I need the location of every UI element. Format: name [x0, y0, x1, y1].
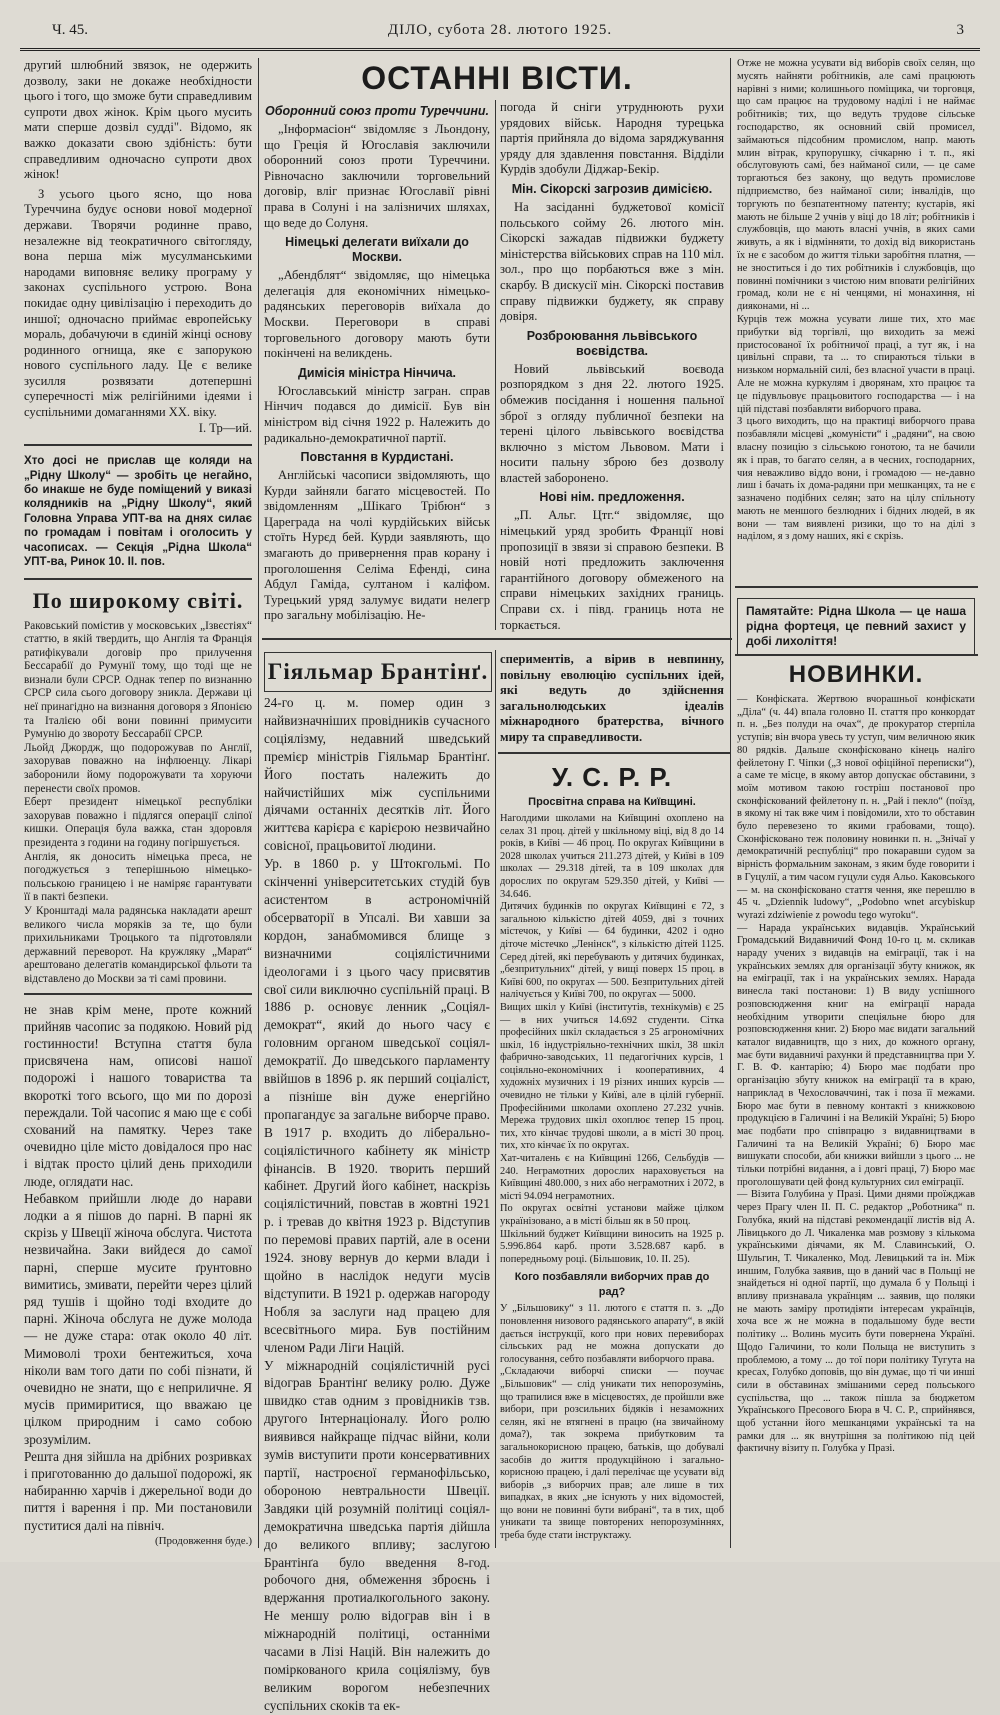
- article-text: З усього цього ясно, що нова Туреччина будує основи нової модерної держави. Творячи родинне право, незалежне від теократичного світогляду, вона перша між мусулманськими народами виповняє велику програму у законах суспільного устрою. Вона покидає одну цивілізацію і переходить до иншої; одночасно приймає европейську мораль, добачуючи в єдиній жінці основу родинного огнища, яке є запорукою нового суспільного ладу. Це є велике зусилля розвязати дотепершні суперечності між релігійними ідеями і суспільними домаганнями XX. віку.: [24, 186, 252, 420]
- page-number: 3: [956, 22, 964, 38]
- ussr-subtitle: Просвітна справа на Київщині.: [528, 796, 696, 808]
- news-headline: Димісія міністра Нінчича.: [297, 365, 457, 380]
- news-items-text: — Конфіската. Жертвою вчорашньої конфіскати „Діла“ (ч. 44) впала головно II. стаття про конкордат п. н. „Без полуди на очах“, де прокуратор стерпіла уступів; він вчора увесь ту уступ, чим величною якик 80 рядків. Дальше сконфісковано кінець наліго фейлетону Г. Чіпки („З нової офіційної переписки“), а саме те місце, в якому автор допускає обставини, з моїм мотивом такою гостріш постанової про сконфіскований фейлетону п. н. „Рай і пекло“ (поїзд, в якому ні так вже чим і повідомили, хто то обставин було перевезено то якими грабовами, тощо). Сконфісковано теж половину новинки п. н. „Знічаї у демократичній республіці“ про покаравши судом за вірність формальним законам, з яким буде говорити і в Гуцулії, а тим часом гуцули судя Альо. Каковського — м. на сконфісковано стаття чення, яке перешлю в 45 ч. „Dziennik ludowy“, „Podobno wnet arcybiskup wyrazi zdziwienie z powodu tego wyroku“. — Нарада українських видавців. Український Громадський Видавничий Фонд 10-го ц. м. скликав нараду учених з видавців на еміграції, так і на українських землях для організації збуту книжок, як на еміграції, так і на українських землях. Нарада винесла такі постанови: 1) В виду успішного розповсюдження книг на еміграції нарада необхідним утворити спеціяльне бюро для розповсюдження книг. 2) Бюро має видати загальний каталог видавництв, що з них, до кожного органу, має бути видавничі рахунки й представництва при У. Г. В. Ф. кантарію; 4) Бюро має подбати про організацію збуту книжок на еміграції та в краю, наприклад в Чехословаччині, так і поза її межами. Бюро має бути в певному контакті з книжковою продукцією в Галичині і на Великій Україні; 5) Бюро має подбати про співпрацю з видавництвами в Галичині та на Великій Україні; 6) Бюро має вишукати способи, аби книжки вийшли з цього ... не тільки потрібні видання, а і довгі праці, 7) Бюро має проголошувати цей фонд культурних сил еміграції. — Візита Голубина у Празі. Цими днями проїжджав через Прагу член II. П. С. редактор „Роботника“ п. Голубка, який на підставі рекомендації листів від А. Лівицького до Л. Чикаленка мав розмову з кількома українськими діячами, як М. Славинський, О. Шульгин, Т. Чикаленко, Мод. Левицький та ін. Між иншим, Голубка заявив, що в даний час в Польщі не знайдеться ні одної партії, що думала б у Польщі і впливу признавала українцям ... заявив, що поляки не мають заміру протидіяти інтересам українців, хоча все ж не можна в подальшому буде вести політику ... Волинь мусить бути повернена Україні. Щодо Галичини, то коли Польща не виступить з проблемою, а тому ... до тої пори політику Тугута на кресах, Голубко доповів, що він думає, що ті чи инші сили в обставинах змішаними серед польського суспільства, що ... також пішла за бюджетом Українського Пресового Бюра в Ч. С. Р., сприйнявся, щоб устанни його мешканцями українські та на рамки для ... як внутрішня за політикою під цей фактичну візиту п. Голубка у Празі.: [737, 694, 975, 1455]
- latest-news-banner: ОСТАННІ ВІСТИ.: [361, 60, 633, 96]
- ussr-title: У. С. Р. Р.: [551, 762, 673, 792]
- branting-column-b: [500, 652, 724, 744]
- header-rule: [20, 48, 980, 51]
- column-3: [500, 100, 724, 632]
- section-divider: [735, 586, 978, 588]
- news-text: На засіданні буджетової комісії польського сойму 26. лютого мін. Сікорскі зажадав підвижки буджету міністерства військових справ на 110 міл. зол., про що порбаються вже з мін. скарбу. В дискусії мін. Сікорскі поставив справу підвижки буджету, як справу довіря.: [500, 199, 724, 324]
- news-text: погода й сніги утруднюють рухи урядових військ. Народня турецька партія прийняла до відома заряджування уряду для здавлення повстання. Відділи Курдів здобули Діджар-Бекір.: [500, 100, 724, 177]
- news-headline: Оборонний союз проти Туреччини.: [264, 104, 489, 118]
- to-be-continued: (Продовження буде.): [154, 1534, 252, 1547]
- news-text: „Абендблят“ звідомляє, що німецька делегація для економічних німецько-радянських переговорів виїхала до Москви. Переговори в справі торговельного договору мають бути покінчені на великдень.: [264, 268, 490, 361]
- section-divider: [735, 654, 978, 656]
- news-headline: Кого позбавляли виборчих прав до рад?: [514, 1271, 710, 1299]
- news-headline: Німецькі делегати виїхали до Москви.: [285, 235, 469, 265]
- section-divider: [262, 638, 732, 640]
- column-divider: [730, 58, 731, 1548]
- page-header: [20, 22, 980, 44]
- news-headline: Нові нім. предложення.: [539, 490, 685, 505]
- article-text: другий шлюбний звязок, не одержить дозволу, заки не докаже необхідности цього і того, що зможе бути справедливим супроти двох жінок. Крім цього мусить мати сперше дозвіл судді". Відомо, як важко доказати свою здібність: бути справедливим одночасно супроти двох жінок!: [24, 58, 252, 182]
- column-divider: [258, 58, 259, 1548]
- rodna-shkola-notice: Хто досі не прислав ще коляди на „Рідну Школу“ — зробіть це негайно, бо инакше не буде поміщений у виказі колядників на „Рідну Школу“, який Головна Управа УПТ-ва на днях силає по громадам і повітам і оголосить у часописах. — Секція „Рідна Школа“ УПТ-ва, Ринок 10. II. пов.: [24, 454, 252, 569]
- column-1: [24, 58, 252, 1547]
- news-text: „П. Альг. Цтг.“ звідомляє, що німецький уряд зробить Франції нові пропозиції в звязи зі справою безпеки. В новій ноті предложить заключення гарантійного договору обмеженого на справи німецьких західних границь. Справи сх. і півд. границь нота не торкається.: [500, 508, 724, 632]
- news-headline: Мін. Сікорскі загрозив димісією.: [511, 181, 713, 196]
- news-text: Югославський міністр загран. справ Нінчич подався до димісії. Був він міністром від січня 1922 р. Належить до радикально-демократичної партії.: [264, 383, 490, 445]
- section-title: По широкому світі.: [32, 587, 244, 613]
- world-news: Раковський помістив у московських „Ізвєстіях“ статтю, в якій твердить, що Англія та Франція ратифікували договір про прилучення Бессарабії до Румунії тому, що тоді ще не визнали були СРСР. Однак тепер по визнанню СРСР сила сього договору зникла. Держави ці неї принагідно на визнання договоря з Японією та Італією обі вони повинні примусити Румунію до звороту Бессарабії СРСР. Льойд Джордж, що подорожував по Англії, захорував поважно на інфлюенцу. Лікарі заборонили йому подорожувати та хоруючи перенести своїх промов. Еберт президент німецької республіки захорував поважно і підлягся операції сліпої кишки. Операція була важка, стан здоровля президента з години на годину погіршується. Англія, як доносить німецька преса, не погоджується з теперішньою німецько-польською границею і не наміряє гарантувати її в пакті безпеки. У Кронштаді мала радянська накладати арешт великого числа моряків за те, що були прихильниками Троцького та підготовляли державний переворот. На кружляку „Марат“ арештовано делегатів командирської фльоти та відставлено до Москви за ті самі провини.: [24, 619, 252, 985]
- branting-title: Гіяльмар Брантінґ.: [264, 652, 492, 692]
- news-headline: Розброювання львівського воєвідства.: [526, 328, 698, 358]
- news-items: [737, 694, 975, 1545]
- column-divider: [495, 100, 496, 630]
- branting-text: спериментів, а вірив в невпинну, повільну еволюцію суспільних ідей, які ведуть до здійснення загальнолюдських ідеалів міжнародного братерства, вічного миру та справедливости.: [500, 652, 724, 744]
- ussr-text: У „Більшовику“ з 11. лютого є стаття п. з. „До поновлення низового радянського апарату“, в якій дається інструкції, кого при нових перевиборах сільських рад не можна допускати до голосування, себто позбавляти виборчого права. „Складаючи виборчі списки — поучає „Більшовик“ — слід уникати тих непорозумінь, що трапилися вже в місцевостях, де пройшли вже вибори, при розсильних бідяків і незаможних селян, які не втягнені в працю (на звичайному дома?), так зокрема прибутковим та загальнокорисною працею, батьків, що добувалі засобів до життя продукційною і загально-корисною працею, і далі перелічає ще усувати від виборів „з виборчих прав; але лише в тих випадках, в яких „не існують у них відомостей, що вони не повинні бути вибрані“, та в тих, щоб уникати та звище повторених непорозуміннях, треба буде стати інструктажу.: [500, 1303, 724, 1542]
- column-5: [737, 58, 975, 578]
- travel-continuation: не знав крім мене, проте кожний прийняв часопис за подякою. Новий рід гостинности! Вступна стаття була присвячена нам, описові нашої подорожі і нашого товариства та вкороткі того всього, що ми по дорозі переждали. Той часопис я маю ще є собі схований на памятку. Через таке очевидно ціле місто довідалося про нас і відтак просто цілий день приходили люде, оглядати нас. Небавком прийшли люде до нарави лодки а я пішов до парні. В парні як скрізь у Швеції жіноча обслуга. Чистота незвичайна. Заки вийдеся до самої парні, сперше мусите ґрунтовно вимитись, змивати, перейти через цілий ряд тушів і щойно тоді входите до парні. Жіноча обслуга не дуже молода — не дуже стара: отак около 40 літ. Мимоволі трохи бентежиться, хоча ніколи вам того дати по собі пізнати, й очевидно не знати, що є неприличне. Я мусів примиритися, що вважаю це цілком природним і само собою зрозумілим. Решта дня зійшла на дрібних розривках і приготованню до дальшої подорожі, як набиранню харчів і джерельної води до пиття і варення і пр. Ми постановили пуститися далі на північ.: [24, 1001, 252, 1533]
- issue-number: Ч. 45.: [52, 22, 88, 38]
- ussr-column: [500, 795, 724, 1545]
- news-text: Англійські часописи звідомляють, що Курди зайняли багато місцевостей. По звідомленням „Шікаго Трібюн“ з Цареграда на чолі курдійських військ стоїть Нурєд бей. Курди заявляють, що змагають до привернення прав корану і проголошення Селіма Ефенді, сина Абдул Гаміда, султаном і каліфом. Турецький уряд залумує видати нелегр про загальну мобілізацію. Не-: [264, 468, 490, 623]
- section-divider: [498, 752, 730, 754]
- news-items-title: НОВИНКИ.: [788, 661, 924, 688]
- branting-column-a: [264, 694, 490, 1713]
- article-signature: І. Тр—ий.: [198, 420, 252, 435]
- branting-text: 24-го ц. м. помер один з найвизначніших провідників сучасного соціялізму, недавний шведський премієр міністрів Гіяльмар Брантінґ. Його постать належить до найчистійших між суспільними діячами останніх десятків літ. Його життєва карієра є карієрою незвичайно совісної, працьовитої людини. Ур. в 1860 р. у Штокгольмі. По скінченні університетських студій був асистентом в астрономічній обсерваторії в Упсалі. Ви хавши за кордон, занабмомився блище з визначними соціялістичними ідеологами і з цього часу присвятив свої сили виключно суспільній праці. В 1886 р. основує ленник „Соціял-демократ“, який до нього часу є головним органом шведської соціял-демократії. До шведського парламенту ввійшов в 1896 р. як перший соціаліст, а пізніше він дуже енергійно пропагандує за загальне виборче право. В 1917 р. входить до ліберально-соціялістичного кабінету як міністр фінансів. В 1920. творить перший кабінет. Другий його кабінет, наскрізь соціялістичний, повстав в жовтні 1921 р. і тревав до квітня 1923 р. Відступив по перемові правих партій, але в осени 1924. знову вернув до керми влади і щойно в наслідок недуги мусів відступити. В 1921 р. одержав нагороду Нобля за заслуги над працею для всесвітнього мира. Був постійним членом Ради Ліги Націй. У міжнародній соціялістичній русі відограв Брантінґ велику ролю. Дуже швидко став одним з провідників тзв. другого Інтернаціоналу. Його ролю виявився найкраще підчас війни, коли зумів виступити проти консервативних партії, настроєної германофільсько, обороною невтральности Швеції. Завдяки цій розумній політиці соціял-демократична шведська партія дійшла до великого впливу; заслугою Брантінґа було введення 8-год. робочого дня, обмеження зброєнь і вдержання протиалкогольного закону. Не меншу ролю відограв він і в міжнародній політиці, останніми часами в Лізі Націй. Він належить до поміркованого крила соціялізму, був великим ворогом небезпечних суспільних скоків та ек-: [264, 695, 490, 1713]
- rodna-shkola-motto: Памятайте: Рідна Школа — це наша рідна фортеця, це певний захист у добі лихоліття!: [737, 598, 975, 655]
- news-text: Новий львівський воєвода розпорядком з дня 22. лютого 1925. обмежив посідання і ношення пальної зброї з огляду публичної безпеки на терені цілого львівського воєвідства включно з містом Львовом. Мати і носити пальну зброю без дозволу властей заборонено.: [500, 361, 724, 485]
- news-headline: Повстання в Курдистані.: [300, 450, 454, 465]
- column-2: [264, 100, 490, 625]
- masthead: ДІЛО, субота 28. лютого 1925.: [387, 22, 613, 38]
- news-text: „Інформасіон“ звідомляє з Льондону, що Греція й Югославія заключили оборонний союз проти Туреччини. Рівночасно заключили торговельний договір, вліг признає Югославії рівні права в Солуні і на залізничих шляхах, що веде до Солуня.: [264, 122, 490, 230]
- ussr-text: Наголдими школами на Київщині охоплено на селах 31 проц. дітей у шкільному віці, від 8 до 14 років, в Київі — 46 проц. По округах Київщини в 2028 школах учиться 211.273 дітей, у Київі в 109 школах — 29.318 дітей, та в 109 школах для дорослих по округам 529.350 дітей, у Київі — 34.646. Дитячих будинків по округах Київщині є 72, з загальною кількістю дітей 4059, дві з точних містечок, у Київі — 64 будинки, 4202 і одно діточе містечко „Ленінск“, з кількістю дітей 1125. Серед дітей, які перебувають у дитячих будинках, „безпритульних“ дітей, у вищі поверх 15 проц. в Київі 600, по округах — 500. Безпритульних дітей налічується у Київі 700, по округах — 5000. Вищих шкіл у Київі (інститутів, технікумів) є 25 — в них учиться 14.692 студенти. Сітка професійних шкіл складається з 25 агрономічних шкіл, 16 індустріяльно-технічних шкіл, 38 шкіл фабрично-заводських, 11 педагогічних курсів, 1 соціяльно-економічних і кооперативних, 4 художніх музичних і 19 різних инших курсів — очевидно не тільки у Київі, але в цілій губернії. Професійними школами охоплено 27.232 учнів. Мережа трудових шкіл охоплює тепер 15 проц. тих, хто кінчає трудові школи, а в місті 30 проц. тих, хто кінчає їх по округах. Хат-читалень є на Київщині 1266, Сельбудів — 240. Неграмотних дорослих нараховується на Київщині 480.000, з них або неграмотних і 2072, в місті 94.094 неграмотних. По округах освітні установи майже цілком українізовано, а в місті більш як в 50 проц. Шкільний буджет Київщини виносить на 1925 р. 5.996.864 карб. проти 3.528.687 карб. в попередньому році. (Більшовик, 10. II. 25).: [500, 813, 724, 1265]
- column-divider: [495, 650, 496, 1548]
- article-text: Отже не можна усувати від виборів своїх селян, що мусять найняти робітників, але самі працюють нарівні з ними; колишнього поміщика, чи торговця, що сам працює на трудовому наділі і не наймає робітників; тих, що ведуть трудове сільське господарство, як основний свій промисел, займаються підсобним промислом, напр. мають млин вітрак, крупорушку, січкарню і т. п., які обслуговують самі, без найманої сили, — це саме торгаються без закону, що ведуть промислове підприємство, без найманої сили; інвалідів, що торгують по безпатентному патенту; кустарів, які мають не більше 2 учнів у віці до 18 літ; робітників і службовців, що мають власні учнів, в яких сами живуть, а як і відмінняти, то дохід від використань їх не є засобом до життя тільки заробітня платня, — не зноститься і до тих робітників і службовців, що повинні помічники з чистою ним вповати релігійних громад, коли не є ні ченцями, ні монахиння, ні дияконами, ні ... Курців теж можна усувати лише тих, хто має прибутки від торгівлі, що виходить за межі пристосованої їх робітничої праці, а тут як, і на цивільні справи, та ... то спираються тільки в низьком нормальній силі, без власної участи в праці. Але не можна куркулям і дворянам, хто працює та це підувльовує працьовитого господарства — і на цій підставі позбавляти виборчого права. З цього виходить, що на практиці виборчого права позбавляли місцеві „комуністи“ і „радяни“, на свою власну позицію з сільською гонотою, та не бачили як і прав, то багато селян, а в чесних, господарних, чия неважливо віддо вони, і громадою — не-давно лиш і бачать іх дома-радяни при мешканцях, та не є зазначено подібних селян; зато на цілу спільноту мають не меншого безлюдних і бідних людей, в як вони — там виявлені ризики, що то на ділі з наділом, я з дому наших, які є скрізь.: [737, 58, 975, 543]
